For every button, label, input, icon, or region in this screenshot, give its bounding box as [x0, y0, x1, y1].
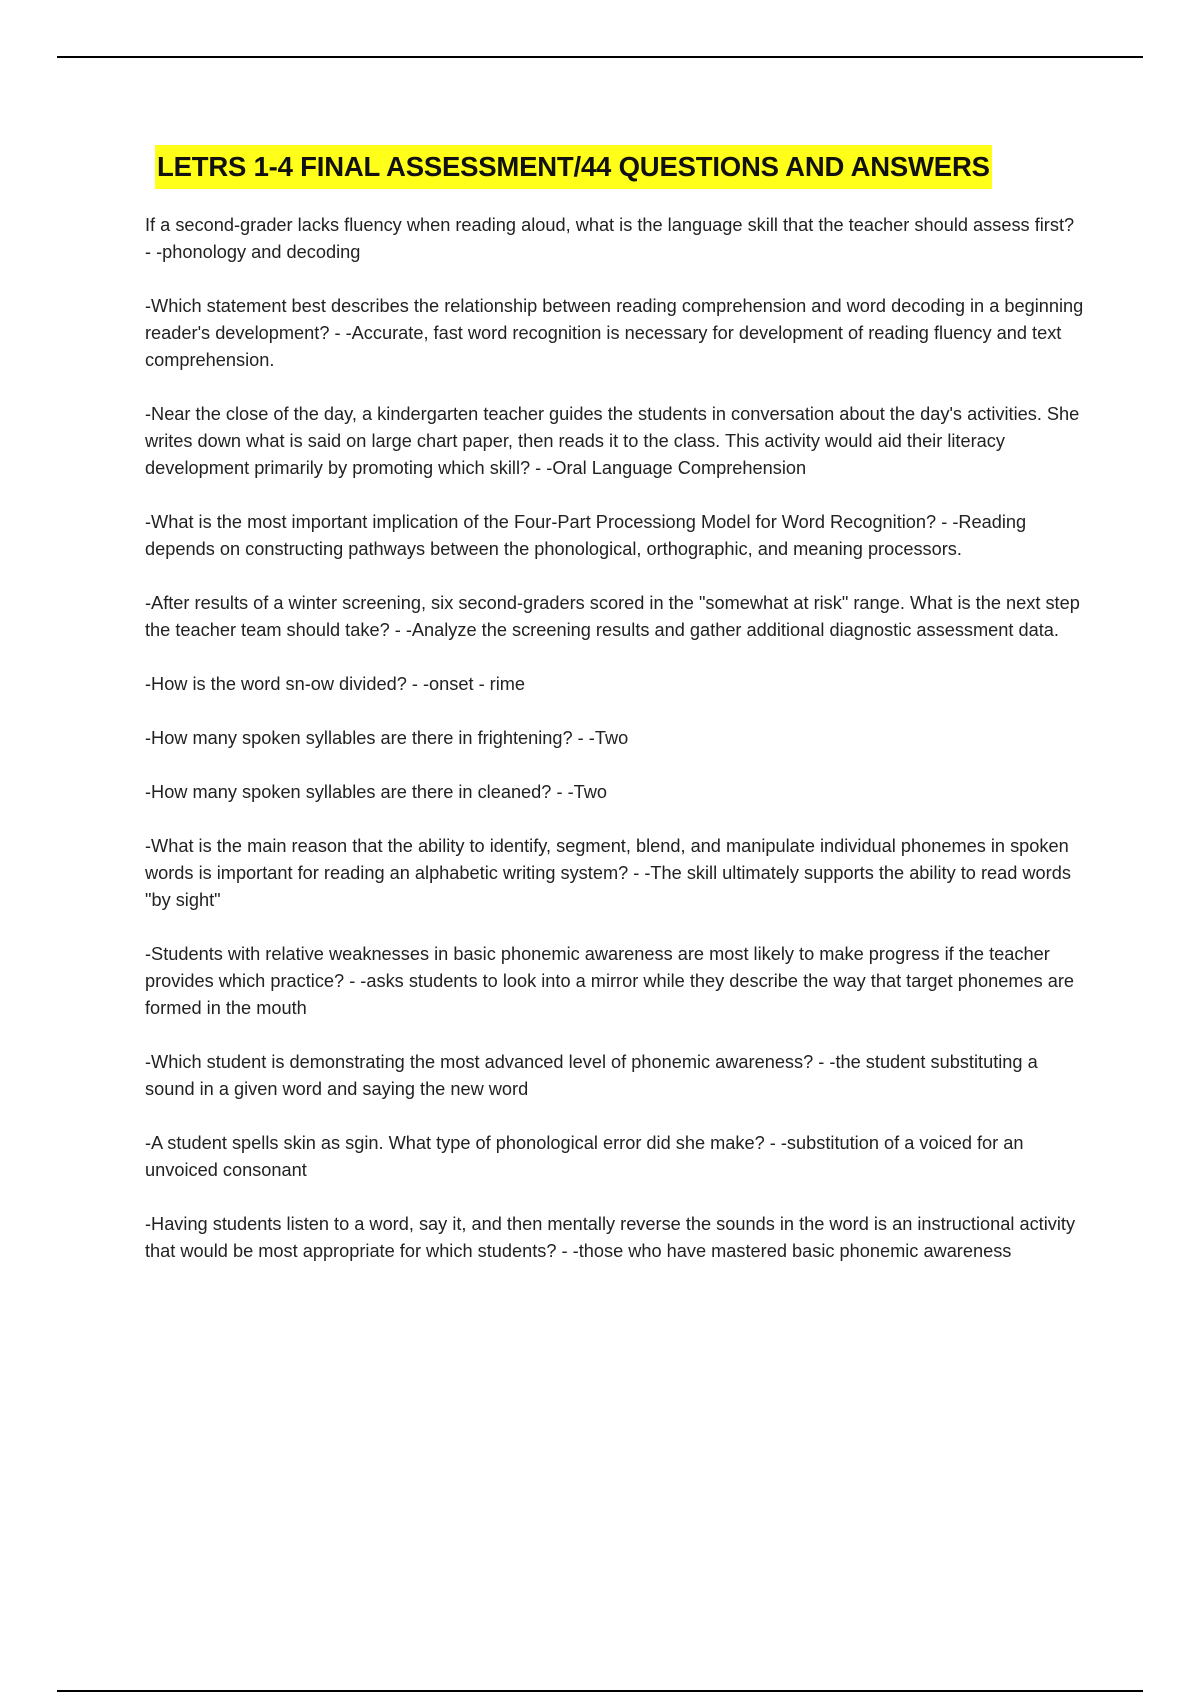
qa-item: -How many spoken syllables are there in cleaned? - -Two	[145, 782, 607, 802]
qa-item: -A student spells skin as sgin. What type of phonological error did she make? - -substitution of a voiced for an unvoiced consonant	[145, 1133, 1024, 1180]
qa-list	[145, 212, 1085, 1265]
qa-item: -Having students listen to a word, say it, and then mentally reverse the sounds in the word is an instructional activity that would be most appropriate for which students? - -those who have mastered basic phonemic awareness	[145, 1214, 1076, 1261]
footer-rule	[57, 1690, 1143, 1692]
document-title: LETRS 1-4 FINAL ASSESSMENT/44 QUESTIONS AND ANSWERS	[155, 145, 992, 189]
qa-item: -Students with relative weaknesses in basic phonemic awareness are most likely to make progress if the teacher provides which practice? - -asks students to look into a mirror while they describe the way that target phonemes are formed in the mouth	[145, 944, 1075, 1018]
qa-item: If a second-grader lacks fluency when reading aloud, what is the language skill that the teacher should assess first? - -phonology and decoding	[145, 215, 1075, 262]
qa-item: -Which student is demonstrating the most advanced level of phonemic awareness? - -the student substituting a sound in a given word and saying the new word	[145, 1052, 1038, 1099]
document-page	[145, 0, 1085, 1292]
qa-item: -After results of a winter screening, six second-graders scored in the "somewhat at risk" range. What is the next step the teacher team should take? - -Analyze the screening results and gather additional diagnostic assessment data.	[145, 593, 1080, 640]
qa-item: -What is the most important implication of the Four-Part Processiong Model for Word Recognition? - -Reading depends on constructing pathways between the phonological, orthographic, and meaning processors.	[145, 512, 1027, 559]
qa-item: -What is the main reason that the ability to identify, segment, blend, and manipulate individual phonemes in spoken words is important for reading an alphabetic writing system? - -The skill ultimately supports the ability to read words "by sight"	[145, 836, 1071, 910]
qa-item: -Which statement best describes the relationship between reading comprehension and word decoding in a beginning reader's development? - -Accurate, fast word recognition is necessary for development of reading fluency and text comprehension.	[145, 296, 1084, 370]
qa-item: -How many spoken syllables are there in frightening? - -Two	[145, 728, 629, 748]
qa-item: -How is the word sn-ow divided? - -onset - rime	[145, 674, 526, 694]
title-wrap	[145, 145, 1097, 189]
qa-item: -Near the close of the day, a kindergarten teacher guides the students in conversation about the day's activities. She writes down what is said on large chart paper, then reads it to the class. This activity would aid their literacy development primarily by promoting which skill? - -Oral Language Comprehension	[145, 404, 1080, 478]
